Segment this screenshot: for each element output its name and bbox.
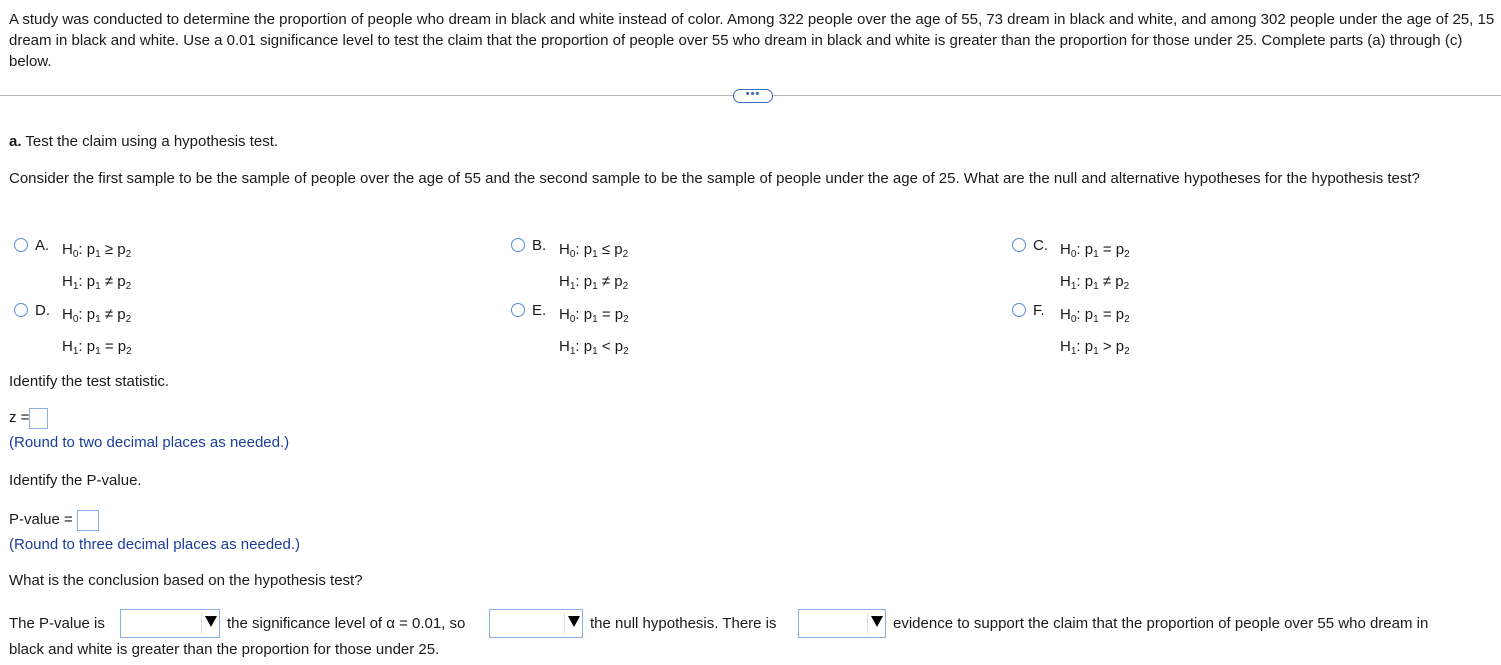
z-round-hint: (Round to two decimal places as needed.) (9, 434, 290, 451)
conclusion-text-5: black and white is greater than the proportion for those under 25. (9, 641, 440, 658)
radio-button[interactable] (511, 238, 525, 252)
pvalue-round-hint: (Round to three decimal places as needed.) (9, 536, 301, 553)
h0-operator: ≥ (104, 241, 114, 258)
choice-letter: E. (532, 302, 547, 319)
hypothesis-pair (559, 301, 629, 365)
radio-button[interactable] (14, 238, 28, 252)
alt-hypothesis: $H_1$: $p_1 < p_2$ (559, 338, 629, 357)
h1-operator: = (104, 338, 114, 355)
dropdown-arrow-icon (871, 616, 883, 627)
h0-operator: = (1102, 241, 1112, 258)
h0-operator: ≤ (601, 241, 611, 258)
hypotheses-question: Consider the first sample to be the sample of people over the age of 55 and the second sample to be the sample of people under the age of 25. What are the null and alternative hypotheses for the hypothesis test? (9, 170, 1420, 187)
choice-letter: C. (1033, 237, 1048, 254)
problem-statement: A study was conducted to determine the proportion of people who dream in black and white instead of color. Among 322 people over the age of 55, 73 dream in black and white, and among 302 people under the age of 25, 15 dream in black and white. Use a 0.01 significance level to test the claim that the proportion of people over 55 who dream in black and white is greater than the proportion for those under 25. Complete parts (a) through (c) below. (9, 11, 1495, 70)
alt-hypothesis: $H_1$: $p_1 \ne p_2$ (559, 273, 629, 292)
h0-operator: = (1102, 306, 1112, 323)
hypothesis-pair (1060, 236, 1130, 300)
conclusion-text-4: evidence to support the claim that the proportion of people over 55 who dream in (893, 615, 1429, 632)
choice-letter: B. (532, 237, 547, 254)
hypothesis-pair (559, 236, 628, 300)
choice-letter: A. (35, 237, 50, 254)
pvalue-label: P-value = (9, 511, 73, 528)
part-a-heading (9, 132, 278, 152)
test-statistic-row (9, 407, 48, 429)
radio-button[interactable] (1012, 303, 1026, 317)
choice-d[interactable] (14, 301, 132, 365)
null-hypothesis: $H_0$: $p_1 \le p_2$ (559, 241, 629, 260)
part-a-letter: a. (9, 133, 22, 150)
choice-f[interactable] (1012, 301, 1130, 365)
evidence-dropdown[interactable] (798, 609, 886, 638)
choice-b[interactable] (511, 236, 628, 300)
test-statistic-prompt: Identify the test statistic. (9, 373, 170, 390)
radio-button[interactable] (511, 303, 525, 317)
null-hypothesis-decision-dropdown[interactable] (489, 609, 583, 638)
null-hypothesis: $H_0$: $p_1 \ne p_2$ (62, 306, 132, 325)
null-hypothesis: $H_0$: $p_1 = p_2$ (1060, 241, 1130, 260)
alt-hypothesis: $H_1$: $p_1 > p_2$ (1060, 338, 1130, 357)
h1-operator: ≠ (104, 273, 114, 290)
z-answer-input[interactable] (29, 408, 48, 429)
z-label: z = (9, 409, 30, 426)
hypothesis-pair (1060, 301, 1130, 365)
more-options-button[interactable]: ••• (733, 89, 773, 103)
h1-operator: ≠ (601, 273, 611, 290)
conclusion-text-1: The P-value is (9, 615, 105, 632)
radio-button[interactable] (1012, 238, 1026, 252)
pvalue-prompt: Identify the P-value. (9, 472, 142, 489)
h1-operator: ≠ (1102, 273, 1112, 290)
alt-hypothesis: $H_1$: $p_1 \ne p_2$ (62, 273, 132, 292)
part-a-text: Test the claim using a hypothesis test. (25, 133, 279, 150)
conclusion-text-3: the null hypothesis. There is (590, 615, 777, 632)
choice-letter: D. (35, 302, 50, 319)
conclusion-text-2: the significance level of α = 0.01, so (227, 615, 466, 632)
alt-hypothesis: $H_1$: $p_1 \ne p_2$ (1060, 273, 1130, 292)
pvalue-row (9, 509, 99, 531)
choice-c[interactable] (1012, 236, 1130, 300)
conclusion-prompt: What is the conclusion based on the hypothesis test? (9, 572, 363, 589)
hypothesis-pair (62, 301, 132, 365)
h0-operator: ≠ (104, 306, 114, 323)
dropdown-arrow-icon (568, 616, 580, 627)
null-hypothesis: $H_0$: $p_1 = p_2$ (1060, 306, 1130, 325)
choice-e[interactable] (511, 301, 629, 365)
pvalue-answer-input[interactable] (77, 510, 99, 531)
h1-operator: > (1102, 338, 1112, 355)
radio-button[interactable] (14, 303, 28, 317)
choice-a[interactable] (14, 236, 131, 300)
pvalue-comparison-dropdown[interactable] (120, 609, 220, 638)
choice-letter: F. (1033, 302, 1045, 319)
hypothesis-pair (62, 236, 131, 300)
null-hypothesis: $H_0$: $p_1 \ge p_2$ (62, 241, 132, 260)
alt-hypothesis: $H_1$: $p_1 = p_2$ (62, 338, 132, 357)
null-hypothesis: $H_0$: $p_1 = p_2$ (559, 306, 629, 325)
h0-operator: = (601, 306, 611, 323)
h1-operator: < (601, 338, 611, 355)
dropdown-arrow-icon (205, 616, 217, 627)
